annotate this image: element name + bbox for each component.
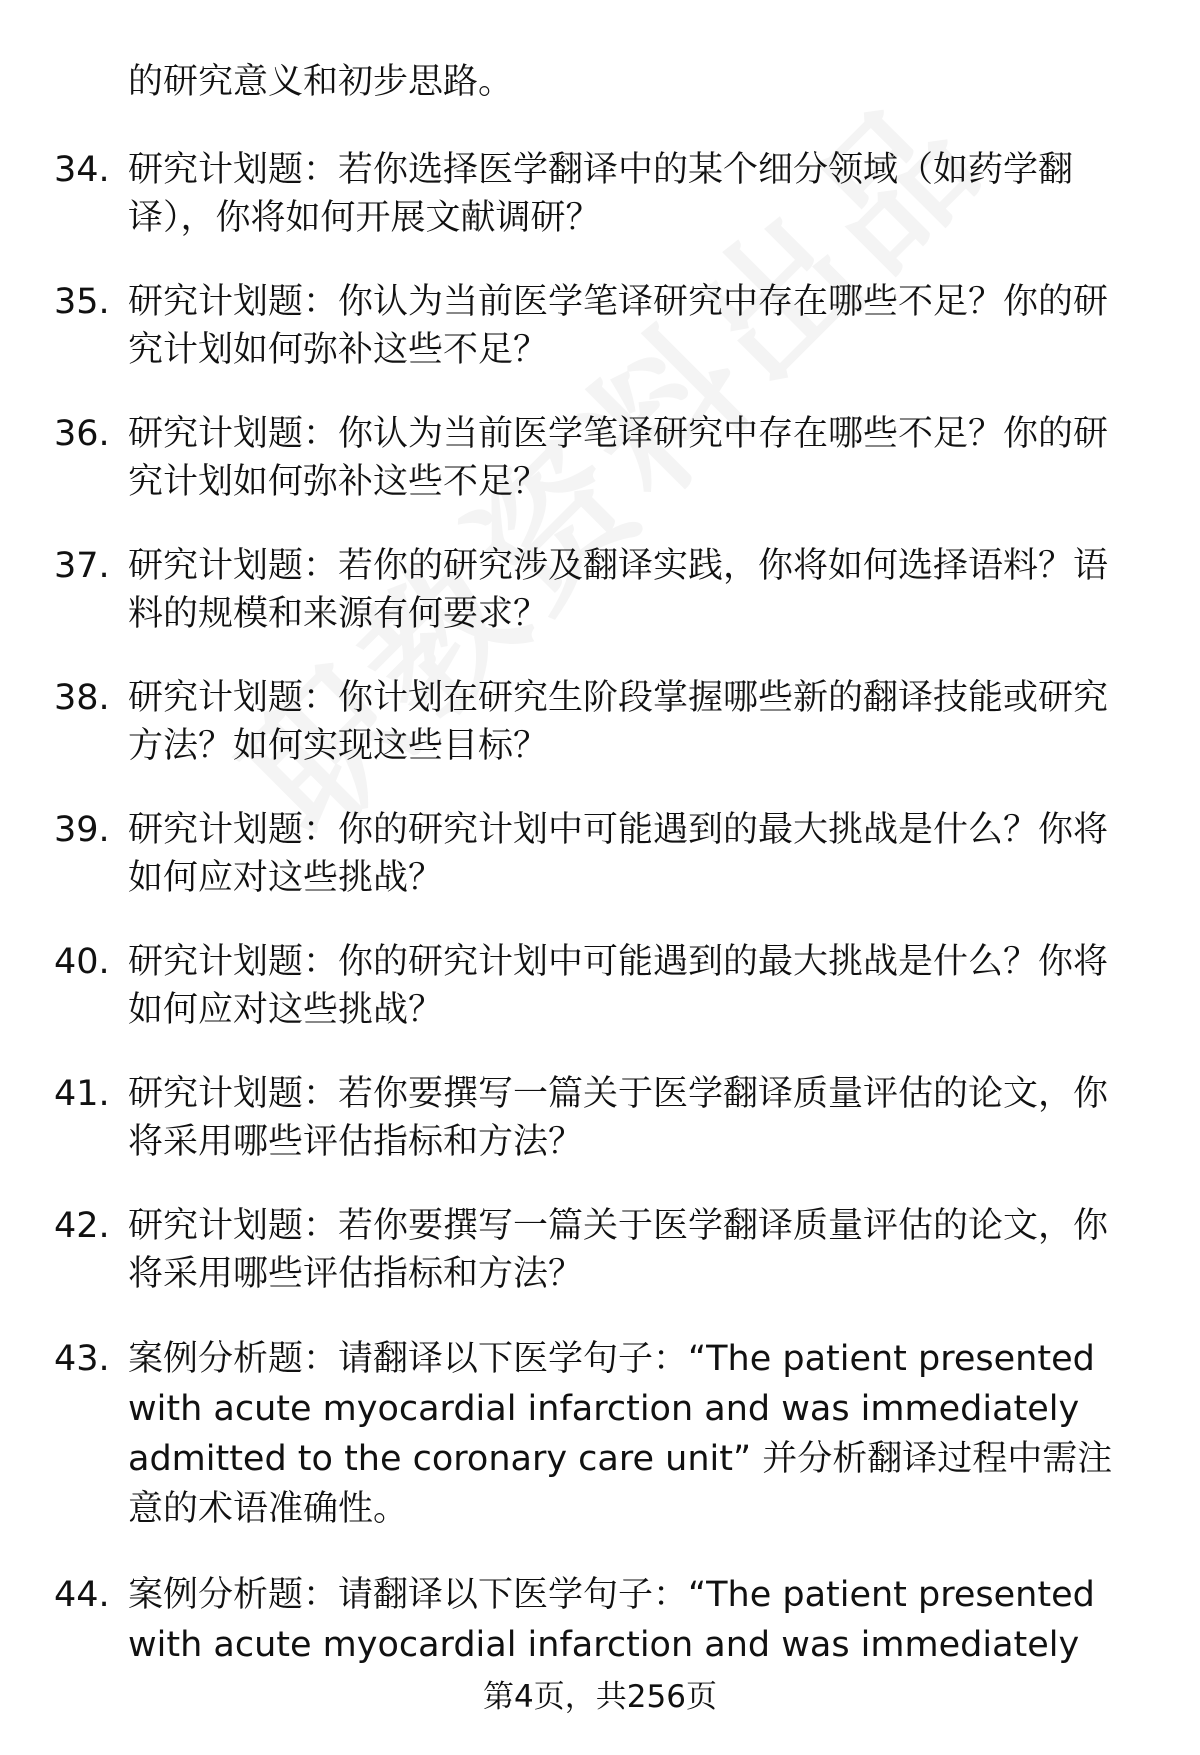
question-text: 研究计划题：若你要撰写一篇关于医学翻译质量评估的论文，你将采用哪些评估指标和方法？: [128, 1074, 1109, 1162]
question-text: 研究计划题：若你选择医学翻译中的某个细分领域（如药学翻译），你将如何开展文献调研？: [128, 150, 1074, 238]
question-item: [0, 674, 1138, 770]
question-number: 39.: [54, 810, 110, 850]
question-text: 研究计划题：你计划在研究生阶段掌握哪些新的翻译技能或研究方法？如何实现这些目标？: [128, 678, 1109, 766]
question-item: [0, 146, 1138, 242]
question-item: [0, 1202, 1138, 1298]
question-item: [0, 1570, 1138, 1670]
question-text: 研究计划题：你的研究计划中可能遇到的最大挑战是什么？你将如何应对这些挑战？: [128, 942, 1109, 1030]
question-text: 案例分析题：请翻译以下医学句子：“The patient presented with acute myocardial infarction and was immediately admitted to the coronary care unit” 并分析翻译过程中需注意的术语准确性。: [128, 1339, 1113, 1529]
question-text: 研究计划题：你认为当前医学笔译研究中存在哪些不足？你的研究计划如何弥补这些不足？: [128, 414, 1109, 502]
question-number: 38.: [54, 678, 110, 718]
page-footer: 第4页，共256页: [483, 1679, 717, 1715]
question-text: 研究计划题：你的研究计划中可能遇到的最大挑战是什么？你将如何应对这些挑战？: [128, 810, 1109, 898]
continuation-text: 的研究意义和初步思路。: [128, 62, 514, 102]
question-list: [0, 146, 1200, 1706]
question-number: 36.: [54, 414, 110, 454]
question-text: 案例分析题：请翻译以下医学句子：“The patient presented with acute myocardial infarction and was immediately: [128, 1575, 1095, 1665]
question-item: [0, 278, 1138, 374]
question-item: [0, 410, 1138, 506]
question-text: 研究计划题：你认为当前医学笔译研究中存在哪些不足？你的研究计划如何弥补这些不足？: [128, 282, 1109, 370]
question-item: [0, 806, 1138, 902]
question-number: 40.: [54, 942, 110, 982]
question-number: 41.: [54, 1074, 110, 1114]
question-number: 37.: [54, 546, 110, 586]
question-number: 34.: [54, 150, 110, 190]
question-number: 42.: [54, 1206, 110, 1246]
question-text: 研究计划题：若你的研究涉及翻译实践，你将如何选择语料？语料的规模和来源有何要求？: [128, 546, 1109, 634]
question-item: [0, 938, 1138, 1034]
question-item: [0, 1334, 1138, 1534]
question-text: 研究计划题：若你要撰写一篇关于医学翻译质量评估的论文，你将采用哪些评估指标和方法？: [128, 1206, 1109, 1294]
question-number: 35.: [54, 282, 110, 322]
question-number: 43.: [54, 1339, 110, 1379]
question-item: [0, 1070, 1138, 1166]
question-number: 44.: [54, 1575, 110, 1615]
question-item: [0, 542, 1138, 638]
